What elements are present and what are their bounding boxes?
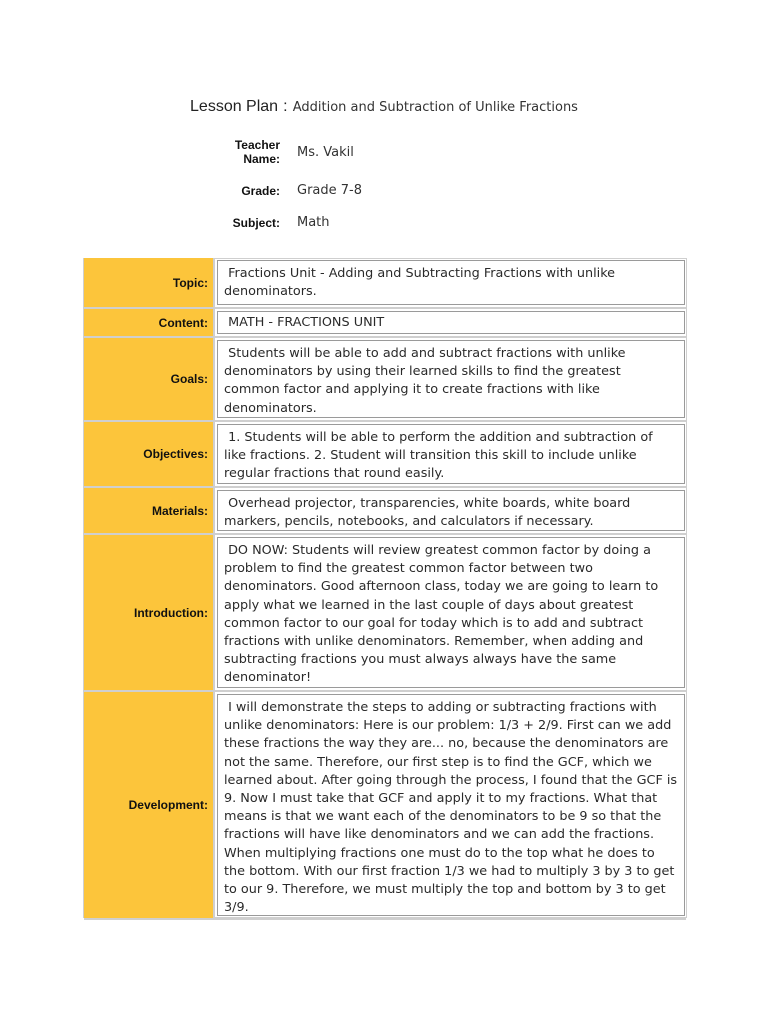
row-value-objectives: 1. Students will be able to perform the addition and subtraction of like fractions. 2. Student will transition this skill to include unlike regular fractions that round easily. [217, 424, 685, 484]
table-row-goals [84, 338, 686, 422]
subject-value: Math [297, 215, 330, 230]
row-label-content: Content: [84, 309, 215, 336]
row-label-goals: Goals: [84, 338, 215, 420]
lesson-title: Addition and Subtraction of Unlike Fractions [292, 100, 578, 115]
table-row-development [84, 692, 686, 920]
row-value-introduction: DO NOW: Students will review greatest common factor by doing a problem to find the greatest common factor between two denominators. Good afternoon class, today we are going to learn to apply what we learned in the last couple of days about greatest common factor to our goal for today which is to add and subtract fractions with unlike denominators. Remember, when adding and subtracting fractions you must always always have the same denominator! [217, 537, 685, 688]
row-value-goals: Students will be able to add and subtract fractions with unlike denominators by using their learned skills to find the greatest common factor and applying it to create fractions with like denominators. [217, 340, 685, 418]
teacher-name-row [222, 138, 354, 166]
page-title [0, 96, 768, 116]
teacher-name-label: Teacher Name: [234, 138, 280, 166]
table-row-materials [84, 488, 686, 535]
row-label-materials: Materials: [84, 488, 215, 533]
table-row-content [84, 309, 686, 338]
table-row-objectives [84, 422, 686, 488]
row-value-materials: Overhead projector, transparencies, white boards, white board markers, pencils, notebooks, and calculators if necessary. [217, 490, 685, 531]
grade-value: Grade 7-8 [297, 183, 362, 198]
row-label-objectives: Objectives: [84, 422, 215, 486]
grade-label: Grade: [241, 183, 280, 198]
title-separator: : [283, 98, 288, 115]
row-label-topic: Topic: [84, 258, 215, 307]
title-label: Lesson Plan [190, 98, 279, 115]
row-label-introduction: Introduction: [84, 535, 215, 690]
row-value-content: MATH - FRACTIONS UNIT [217, 311, 685, 334]
table-row-topic [84, 258, 686, 309]
table-row-introduction [84, 535, 686, 692]
row-value-topic: Fractions Unit - Adding and Subtracting Fractions with unlike denominators. [217, 260, 685, 305]
teacher-name-value: Ms. Vakil [297, 144, 354, 160]
subject-label: Subject: [232, 215, 280, 230]
grade-row [222, 183, 362, 198]
subject-row [222, 215, 330, 230]
row-value-development: I will demonstrate the steps to adding or subtracting fractions with unlike denominators: Here is our problem: 1/3 + 2/9. First can we add these fractions the way they are... no, because the denominators are not the same. Therefore, our first step is to find the GCF, which we learned about. After going through the process, I found that the GCF is 9. Now I must take that GCF and apply it to my fractions. What that means is that we want each of the denominators to be 9 so that the fractions will have like denominators and we can add the fractions. When multiplying fractions one must do to the top what he does to the bottom. With our first fraction 1/3 we had to multiply 3 by 3 to get to our 9. Therefore, we must multiply the top and bottom by 3 to get 3/9. [217, 694, 685, 916]
row-label-development: Development: [84, 692, 215, 918]
